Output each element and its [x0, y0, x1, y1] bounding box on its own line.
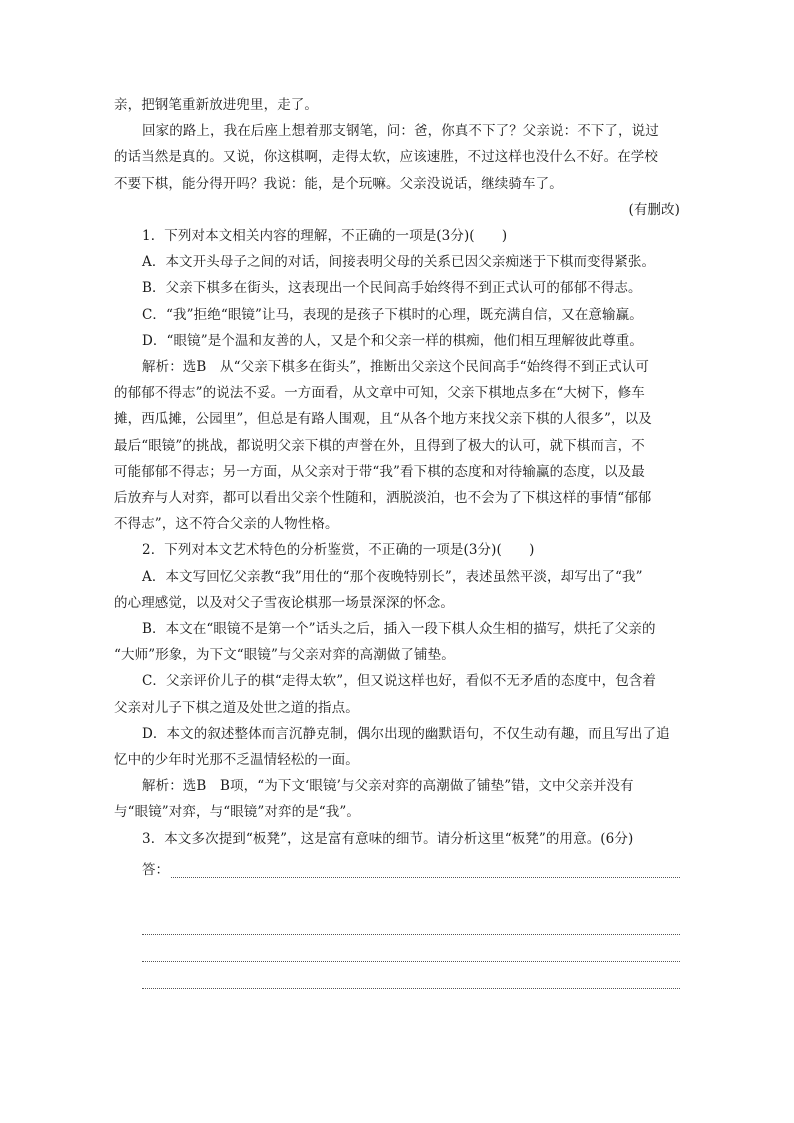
question-1-analysis: 最后“眼镜”的挑战，都说明父亲下棋的声誉在外，且得到了极大的认可，就下棋而言，不 — [114, 437, 645, 454]
story-line: 不要下棋，能分得开吗？我说：能，是个玩嘛。父亲没说话，继续骑车了。 — [114, 175, 563, 192]
document-page — [114, 92, 680, 989]
question-1-analysis: 不得志”，这不符合父亲的人物性格。 — [114, 516, 339, 533]
question-2-option-d: D．本文的叙述整体而言沉静克制，偶尔出现的幽默语句，不仅生动有趣，而且写出了追 — [142, 725, 670, 742]
question-2-stem: 2．下列对本文艺术特色的分析鉴赏，不正确的一项是(3分)( ) — [142, 542, 535, 559]
answer-line[interactable] — [142, 935, 680, 962]
question-1-option-c: C．“我”拒绝“眼镜”让马，表现的是孩子下棋时的心理，既充满自信，又在意输赢。 — [142, 306, 643, 323]
answer-label: 答： — [142, 861, 169, 878]
question-2-option-a-cont: 的心理感觉，以及对父子雪夜论棋那一场景深深的怀念。 — [114, 594, 454, 611]
question-1-option-a: A．本文开头母子之间的对话，间接表明父母的关系已因父亲痴迷于下棋而变得紧张。 — [142, 254, 656, 271]
answer-line[interactable] — [142, 962, 680, 989]
question-1-option-d: D．“眼镜”是个温和友善的人，又是个和父亲一样的棋痴，他们相互理解彼此尊重。 — [142, 332, 643, 349]
question-1-analysis: 的郁郁不得志”的说法不妥。一方面看，从文章中可知，父亲下棋地点多在“大树下，修车 — [114, 385, 645, 402]
story-line: 回家的路上，我在后座上想着那支钢笔，问：爸，你真不下了？父亲说：不下了，说过 — [142, 123, 659, 140]
question-1-stem: 1．下列对本文相关内容的理解，不正确的一项是(3分)( ) — [142, 228, 508, 245]
question-1-analysis: 可能郁郁不得志；另一方面，从父亲对于带“我”看下棋的态度和对待输赢的态度，以及最 — [114, 463, 645, 480]
answer-field[interactable] — [114, 852, 680, 878]
question-1-analysis: 摊，西瓜摊，公园里”，但总是有路人围观，且“从各个地方来找父亲下棋的人很多”，以及 — [114, 411, 652, 428]
question-2-analysis: 解析：选B B项，“为下文‘眼镜’与父亲对弈的高潮做了铺垫”错，文中父亲并没有 — [142, 778, 634, 795]
story-line: 亲，把钢笔重新放进兜里，走了。 — [114, 97, 318, 113]
answer-line[interactable] — [171, 860, 680, 878]
story-line: 的话当然是真的。又说，你这棋啊，走得太软，应该速胜，不过这样也没什么不好。在学校 — [114, 149, 658, 166]
question-2-option-c-cont: 父亲对儿子下棋之道及处世之道的指点。 — [114, 699, 359, 716]
question-3-stem: 3．本文多次提到“板凳”，这是富有意味的细节。请分析这里“板凳”的用意。(6分) — [142, 830, 634, 847]
question-2-option-d-cont: 忆中的少年时光那不乏温情轻松的一面。 — [114, 752, 359, 769]
question-1-option-b: B．父亲下棋多在街头，这表现出一个民间高手始终得不到正式认可的郁郁不得志。 — [142, 280, 642, 297]
question-1-analysis: 后放弃与人对弈，都可以看出父亲个性随和，洒脱淡泊，也不会为了下棋这样的事情“郁郁 — [114, 490, 652, 507]
source-note: (有删改) — [628, 201, 680, 218]
question-1-analysis: 解析：选B 从“父亲下棋多在街头”，推断出父亲这个民间高手“始终得不到正式认可 — [142, 359, 650, 376]
question-2-option-b: B．本文在“眼镜不是第一个”话头之后，插入一段下棋人众生相的描写，烘托了父亲的 — [142, 621, 656, 638]
question-2-analysis: 与“眼镜”对弈，与“眼镜”对弈的是“我”。 — [114, 804, 361, 821]
question-2-option-b-cont: “大师”形象，为下文“眼镜”与父亲对弈的高潮做了铺垫。 — [114, 647, 455, 664]
question-2-option-c: C．父亲评价儿子的棋“走得太软”，但又说这样也好，看似不无矛盾的态度中，包含着 — [142, 673, 657, 690]
answer-line[interactable] — [142, 908, 680, 935]
answer-spacer — [114, 878, 680, 908]
question-2-option-a: A．本文写回忆父亲教“我”用仕的“那个夜晚特别长”，表述虽然平淡，却写出了“我” — [142, 568, 643, 585]
